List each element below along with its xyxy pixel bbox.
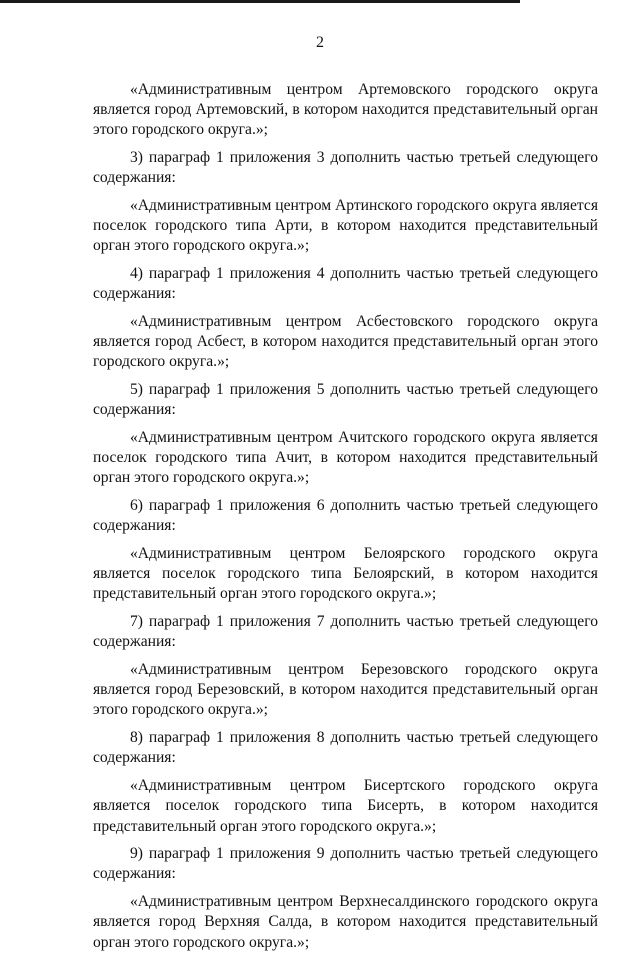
page-number: 2 [316,34,324,51]
amendment-text-achitsky: «Административным центром Ачитского городского округа является поселок городского типа Ачит, в котором находится представительный орган этого городского округа.»; [93,429,598,487]
amendment-item-3: 3) параграф 1 приложения 3 дополнить частью третьей следующего содержания: [93,148,598,186]
amendment-text-asbestovsky: «Административным центром Асбестовского городского округа является город Асбест, в котором находится представительный орган этого городского округа.»; [93,313,598,371]
amendment-item-4: 4) параграф 1 приложения 4 дополнить частью третьей следующего содержания: [93,264,598,302]
amendment-item-5: 5) параграф 1 приложения 5 дополнить частью третьей следующего содержания: [93,380,598,418]
amendment-text-verkhnesaldinsky: «Административным центром Верхнесалдинского городского округа является город Верхняя Салда, в котором находится представительный орган этого городского округа.»; [93,893,598,951]
document-body [93,80,598,960]
amendment-item-9: 9) параграф 1 приложения 9 дополнить частью третьей следующего содержания: [93,844,598,882]
amendment-text-artemovsky: «Административным центром Артемовского городского округа является город Артемовский, в котором находится представительный орган этого городского округа.»; [93,81,598,139]
amendment-text-berezovsky: «Административным центром Березовского городского округа является город Березовский, в котором находится представительный орган этого городского округа.»; [93,661,598,719]
amendment-text-artinsky: «Административным центром Артинского городского округа является поселок городского типа Арти, в котором находится представительный орган этого городского округа.»; [93,197,598,255]
scan-top-edge [0,0,520,3]
amendment-text-beloyarsky: «Административным центром Белоярского городского округа является поселок городского типа Белоярский, в котором находится представительный орган этого городского округа.»; [93,545,598,603]
amendment-item-6: 6) параграф 1 приложения 6 дополнить частью третьей следующего содержания: [93,496,598,534]
amendment-text-bisertsky: «Административным центром Бисертского городского округа является поселок городского типа Бисерть, в котором находится представительный орган этого городского округа.»; [93,777,598,835]
amendment-item-7: 7) параграф 1 приложения 7 дополнить частью третьей следующего содержания: [93,612,598,650]
amendment-item-8: 8) параграф 1 приложения 8 дополнить частью третьей следующего содержания: [93,728,598,766]
